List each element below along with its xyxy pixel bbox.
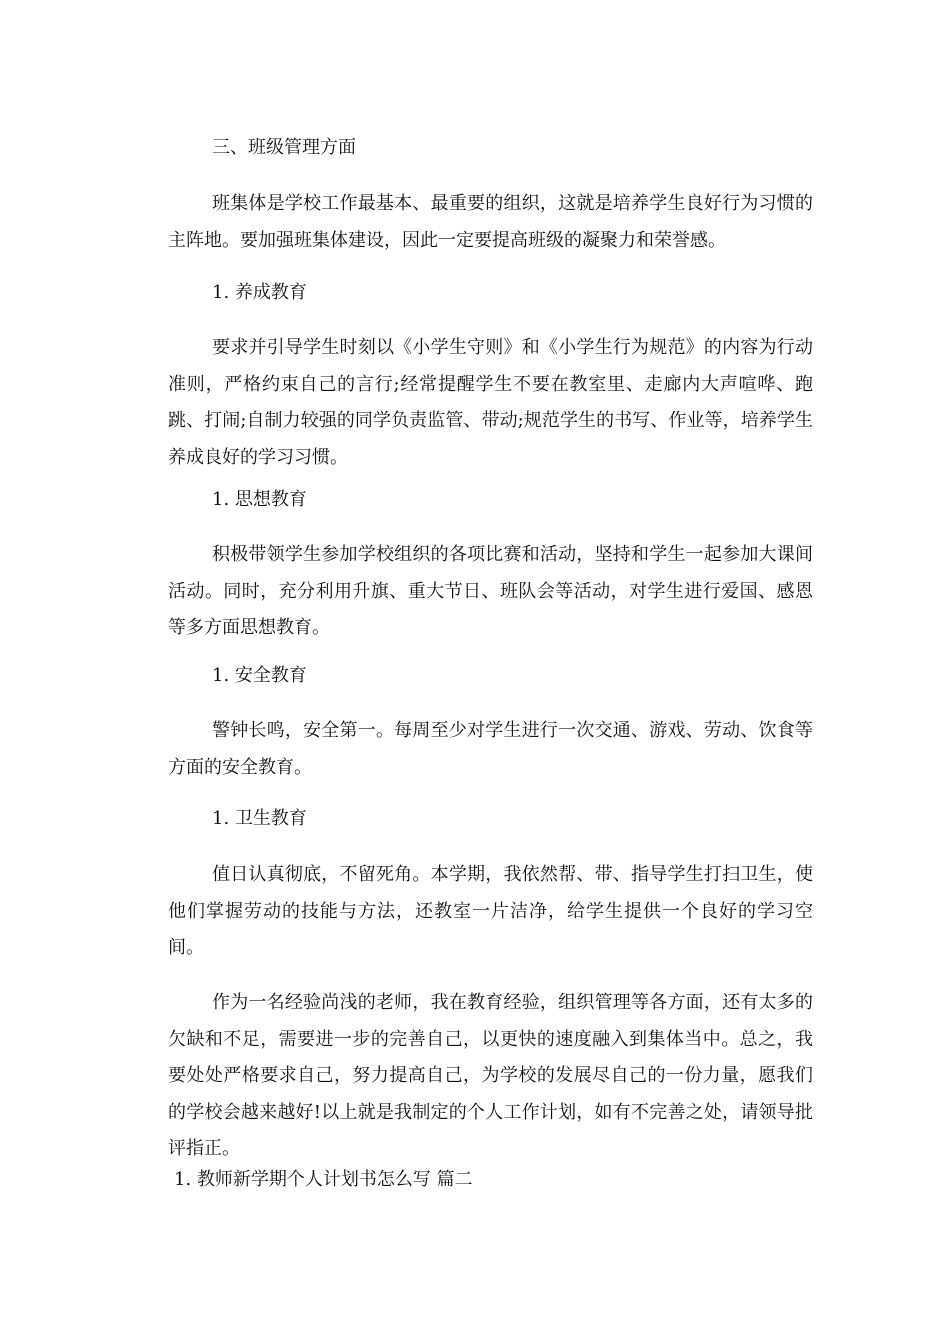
section-title: 三、班级管理方面 xyxy=(212,137,356,158)
next-section-title: 1. 教师新学期个人计划书怎么写 篇二 xyxy=(174,1169,473,1190)
item-body-habit-education: 要求并引导学生时刻以《小学生守则》和《小学生行为规范》的内容为行动准则，严格约束自己的言行;经常提醒学生不要在教室里、走廊内大声喧哗、跑跳、打闹;自制力较强的同学负责监管、带动;规范学生的书写、作业等，培养学生养成良好的学习习惯。 xyxy=(168,337,813,468)
item-body-safety-education: 警钟长鸣，安全第一。每周至少对学生进行一次交通、游戏、劳动、饮食等方面的安全教育。 xyxy=(168,720,813,778)
item-heading-hygiene-education: 1. 卫生教育 xyxy=(212,808,307,829)
closing-paragraph: 作为一名经验尚浅的老师，我在教育经验，组织管理等各方面，还有太多的欠缺和不足，需要进一步的完善自己，以更快的速度融入到集体当中。总之，我要处处严格要求自己，努力提高自己，为学校的发展尽自己的一份力量，愿我们的学校会越来越好!以上就是我制定的个人工作计划，如有不完善之处，请领导批评指正。 xyxy=(168,992,813,1159)
item-heading-ideology-education: 1. 思想教育 xyxy=(212,489,307,510)
intro-paragraph: 班集体是学校工作最基本、最重要的组织，这就是培养学生良好行为习惯的主阵地。要加强班集体建设，因此一定要提高班级的凝聚力和荣誉感。 xyxy=(168,193,813,251)
item-body-ideology-education: 积极带领学生参加学校组织的各项比赛和活动，坚持和学生一起参加大课间活动。同时，充分利用升旗、重大节日、班队会等活动，对学生进行爱国、感恩等多方面思想教育。 xyxy=(168,544,813,638)
item-heading-habit-education: 1. 养成教育 xyxy=(212,282,307,303)
item-heading-safety-education: 1. 安全教育 xyxy=(212,665,307,686)
item-body-hygiene-education: 值日认真彻底，不留死角。本学期，我依然帮、带、指导学生打扫卫生，使他们掌握劳动的技能与方法，还教室一片洁净，给学生提供一个良好的学习空间。 xyxy=(168,864,813,958)
